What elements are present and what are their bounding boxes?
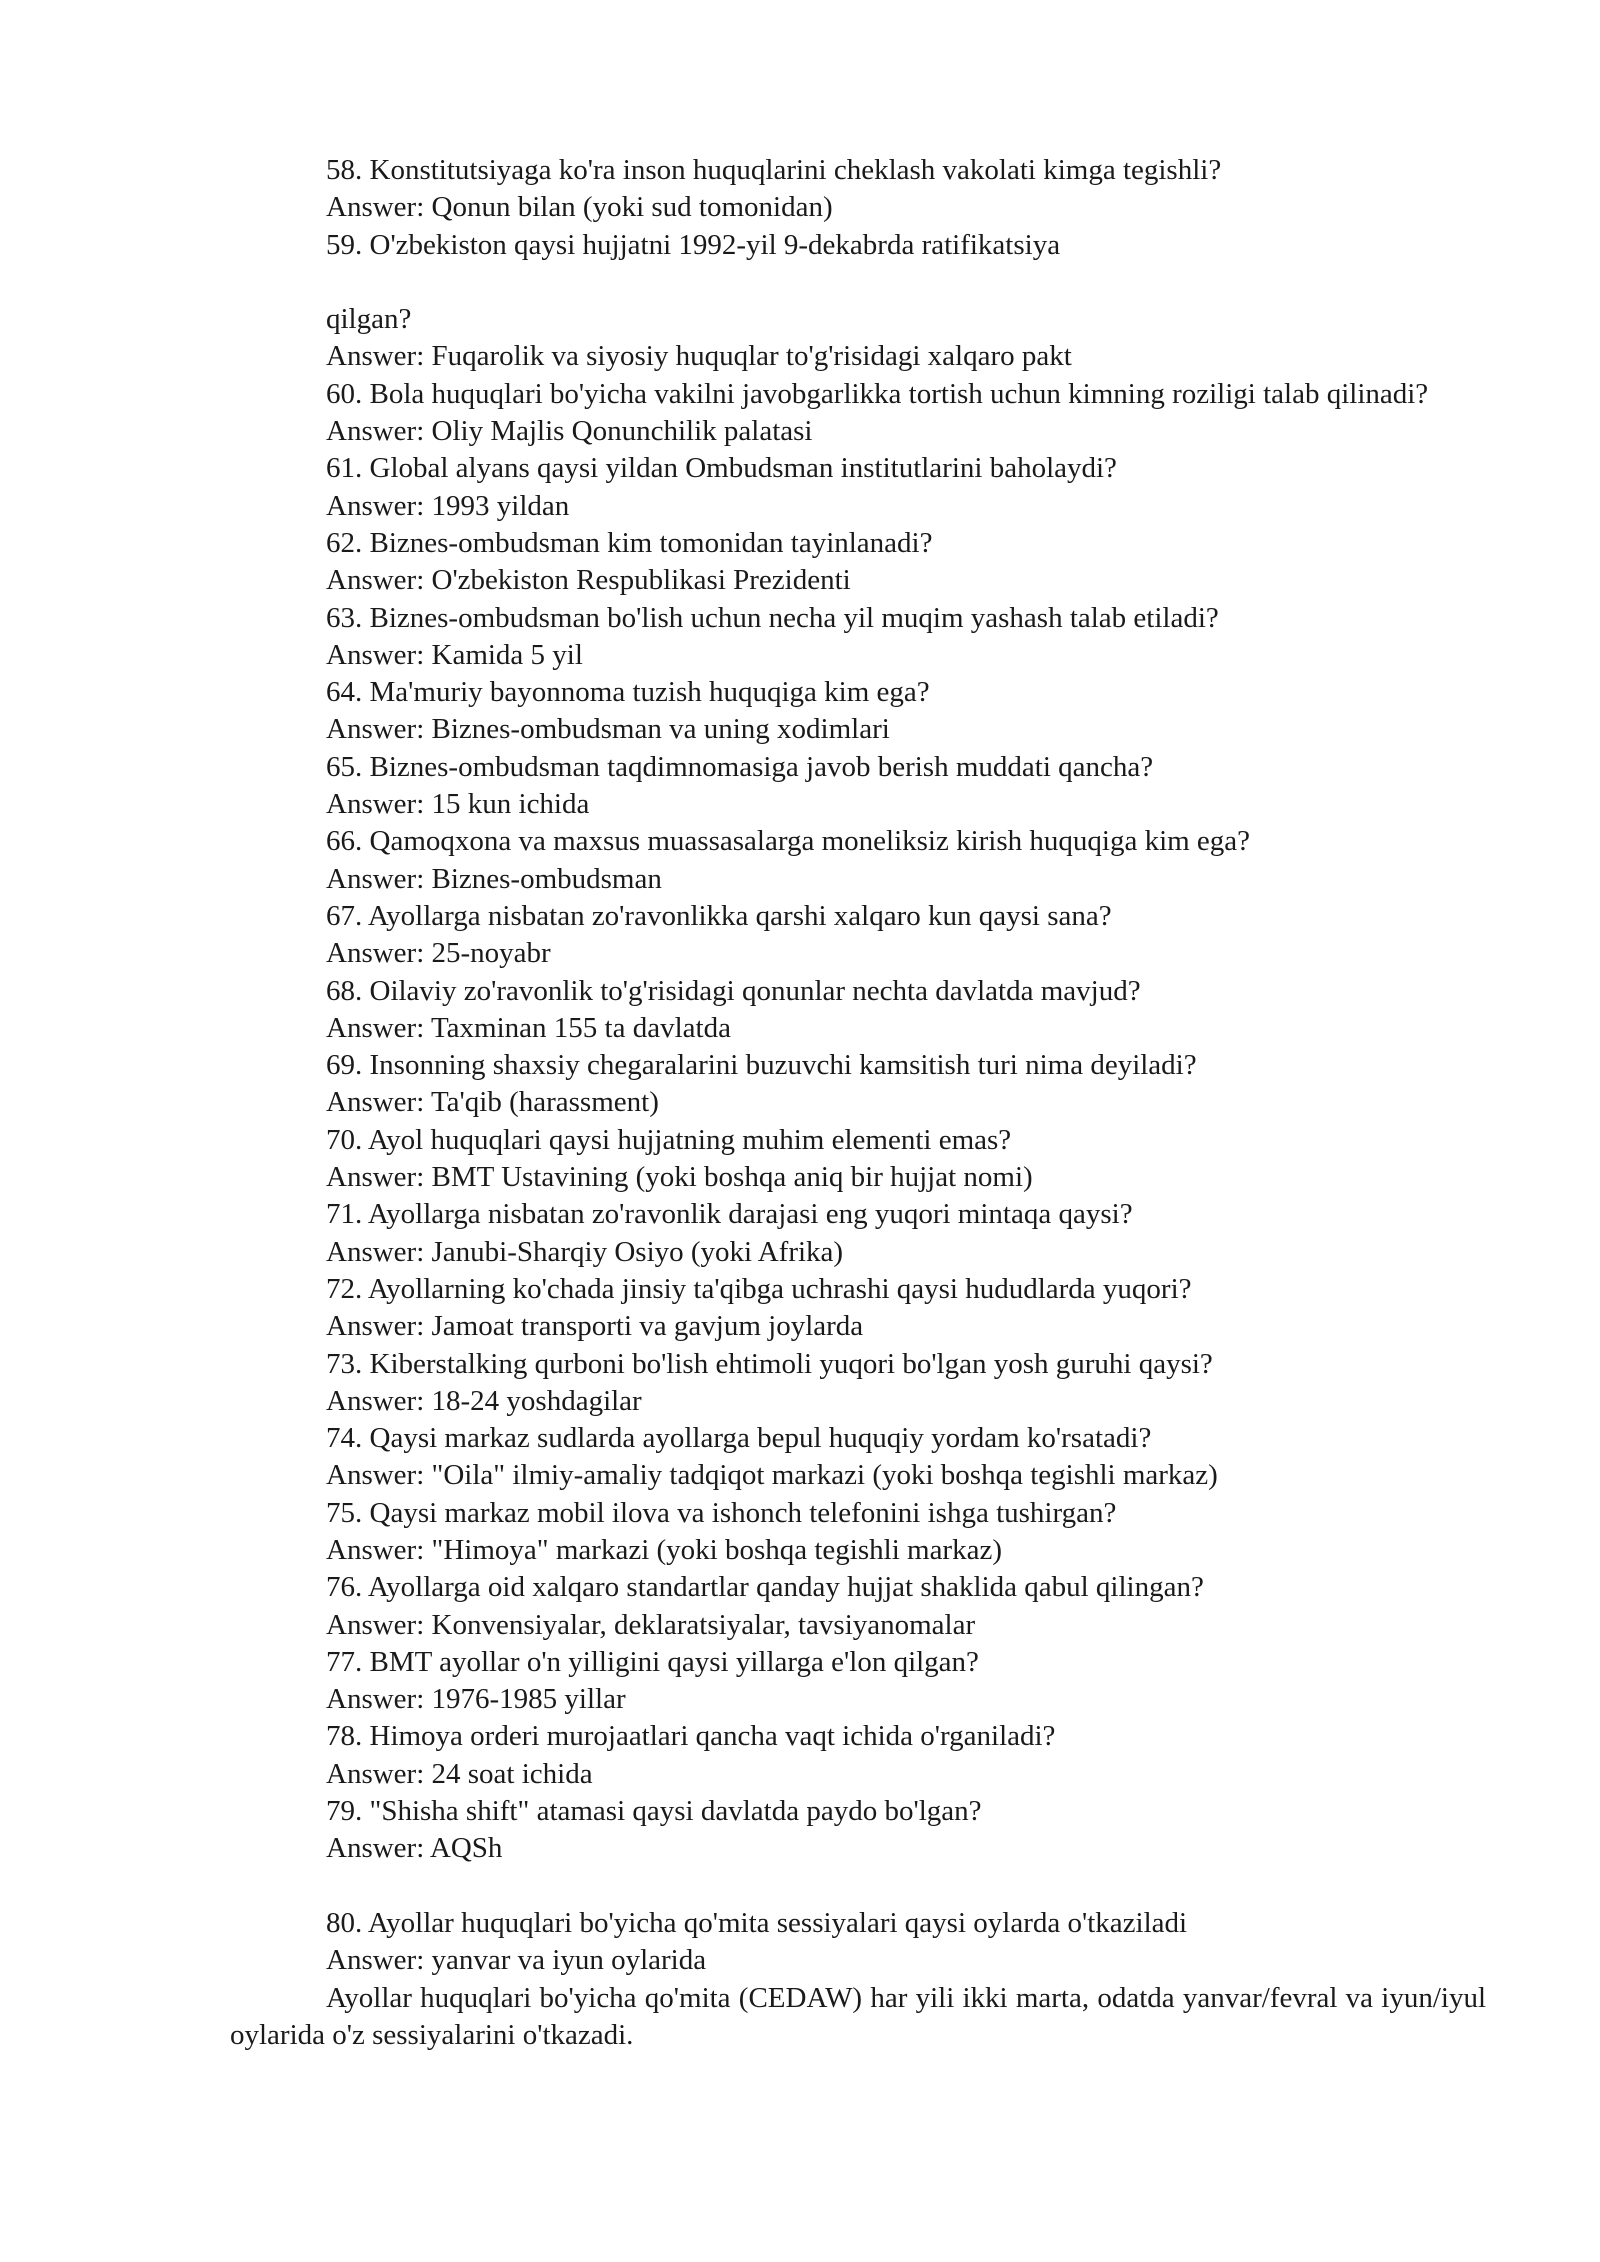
- answer-62: Answer: O'zbekiston Respublikasi Prezidenti: [326, 564, 851, 597]
- question-80: 80. Ayollar huquqlari bo'yicha qo'mita sessiyalari qaysi oylarda o'tkaziladi: [326, 1906, 1188, 1939]
- question-63: 63. Biznes-ombudsman bo'lish uchun necha yil muqim yashash talab etiladi?: [326, 601, 1219, 634]
- answer-65: Answer: 15 kun ichida: [326, 788, 590, 821]
- question-75: 75. Qaysi markaz mobil ilova va ishonch telefonini ishga tushirgan?: [326, 1496, 1117, 1529]
- question-70: 70. Ayol huquqlari qaysi hujjatning muhim elementi emas?: [326, 1123, 1012, 1156]
- question-64: 64. Ma'muriy bayonnoma tuzish huquqiga kim ega?: [326, 676, 930, 709]
- question-77: 77. BMT ayollar o'n yilligini qaysi yillarga e'lon qilgan?: [326, 1645, 979, 1678]
- question-62: 62. Biznes-ombudsman kim tomonidan tayinlanadi?: [326, 526, 933, 559]
- answer-71: Answer: Janubi-Sharqiy Osiyo (yoki Afrika): [326, 1235, 844, 1268]
- answer-58: Answer: Qonun bilan (yoki sud tomonidan): [326, 191, 833, 224]
- question-71: 71. Ayollarga nisbatan zo'ravonlik darajasi eng yuqori mintaqa qaysi?: [326, 1198, 1133, 1231]
- question-74: 74. Qaysi markaz sudlarda ayollarga bepul huquqiy yordam ko'rsatadi?: [326, 1422, 1152, 1455]
- question-66: 66. Qamoqxona va maxsus muassasalarga moneliksiz kirish huquqiga kim ega?: [326, 825, 1251, 858]
- question-61: 61. Global alyans qaysi yildan Ombudsman institutlarini baholaydi?: [326, 452, 1117, 485]
- answer-60: Answer: Oliy Majlis Qonunchilik palatasi: [326, 415, 813, 448]
- question-73: 73. Kiberstalking qurboni bo'lish ehtimoli yuqori bo'lgan yosh guruhi qaysi?: [326, 1347, 1213, 1380]
- question-60: 60. Bola huquqlari bo'yicha vakilni javobgarlikka tortish uchun kimning roziligi talab qilinadi?: [326, 377, 1429, 410]
- answer-69: Answer: Ta'qib (harassment): [326, 1086, 659, 1119]
- question-72: 72. Ayollarning ko'chada jinsiy ta'qibga uchrashi qaysi hududlarda yuqori?: [326, 1272, 1192, 1305]
- answer-73: Answer: 18-24 yoshdagilar: [326, 1384, 642, 1417]
- answer-66: Answer: Biznes-ombudsman: [326, 862, 662, 895]
- answer-80: Answer: yanvar va iyun oylarida: [326, 1944, 707, 1977]
- question-59: 59. O'zbekiston qaysi hujjatni 1992-yil 9-dekabrda ratifikatsiya: [326, 228, 1061, 261]
- answer-75: Answer: "Himoya" markazi (yoki boshqa tegishli markaz): [326, 1533, 1002, 1566]
- question-59-continued: qilgan?: [326, 303, 412, 336]
- answer-78: Answer: 24 soat ichida: [326, 1757, 593, 1790]
- answer-70: Answer: BMT Ustavining (yoki boshqa aniq bir hujjat nomi): [326, 1161, 1033, 1194]
- explanation-paragraph: Ayollar huquqlari bo'yicha qo'mita (CEDAW) har yili ikki marta, odatda yanvar/fevral va iyun/iyul oylarida o'z sessiyalarini o'tkazadi.: [230, 1981, 1486, 2051]
- answer-59: Answer: Fuqarolik va siyosiy huquqlar to'g'risidagi xalqaro pakt: [326, 340, 1072, 373]
- question-58: 58. Konstitutsiyaga ko'ra inson huquqlarini cheklash vakolati kimga tegishli?: [326, 154, 1222, 186]
- document-body: [230, 152, 1486, 2054]
- answer-74: Answer: "Oila" ilmiy-amaliy tadqiqot markazi (yoki boshqa tegishli markaz): [326, 1459, 1218, 1492]
- answer-72: Answer: Jamoat transporti va gavjum joylarda: [326, 1310, 864, 1343]
- answer-64: Answer: Biznes-ombudsman va uning xodimlari: [326, 713, 890, 746]
- answer-63: Answer: Kamida 5 yil: [326, 638, 583, 671]
- question-68: 68. Oilaviy zo'ravonlik to'g'risidagi qonunlar nechta davlatda mavjud?: [326, 974, 1141, 1007]
- answer-67: Answer: 25-noyabr: [326, 937, 551, 970]
- blank-line: [230, 264, 1486, 301]
- question-78: 78. Himoya orderi murojaatlari qancha vaqt ichida o'rganiladi?: [326, 1720, 1056, 1753]
- question-76: 76. Ayollarga oid xalqaro standartlar qanday hujjat shaklida qabul qilingan?: [326, 1571, 1204, 1604]
- answer-68: Answer: Taxminan 155 ta davlatda: [326, 1011, 731, 1044]
- answer-79: Answer: AQSh: [326, 1832, 503, 1865]
- question-65: 65. Biznes-ombudsman taqdimnomasiga javob berish muddati qancha?: [326, 750, 1154, 783]
- answer-76: Answer: Konvensiyalar, deklaratsiyalar, tavsiyanomalar: [326, 1608, 976, 1641]
- answer-77: Answer: 1976-1985 yillar: [326, 1683, 626, 1716]
- question-67: 67. Ayollarga nisbatan zo'ravonlikka qarshi xalqaro kun qaysi sana?: [326, 899, 1112, 932]
- question-69: 69. Insonning shaxsiy chegaralarini buzuvchi kamsitish turi nima deyiladi?: [326, 1049, 1197, 1082]
- question-79: 79. "Shisha shift" atamasi qaysi davlatda paydo bo'lgan?: [326, 1795, 982, 1828]
- blank-line: [230, 1868, 1486, 1905]
- answer-61: Answer: 1993 yildan: [326, 489, 570, 522]
